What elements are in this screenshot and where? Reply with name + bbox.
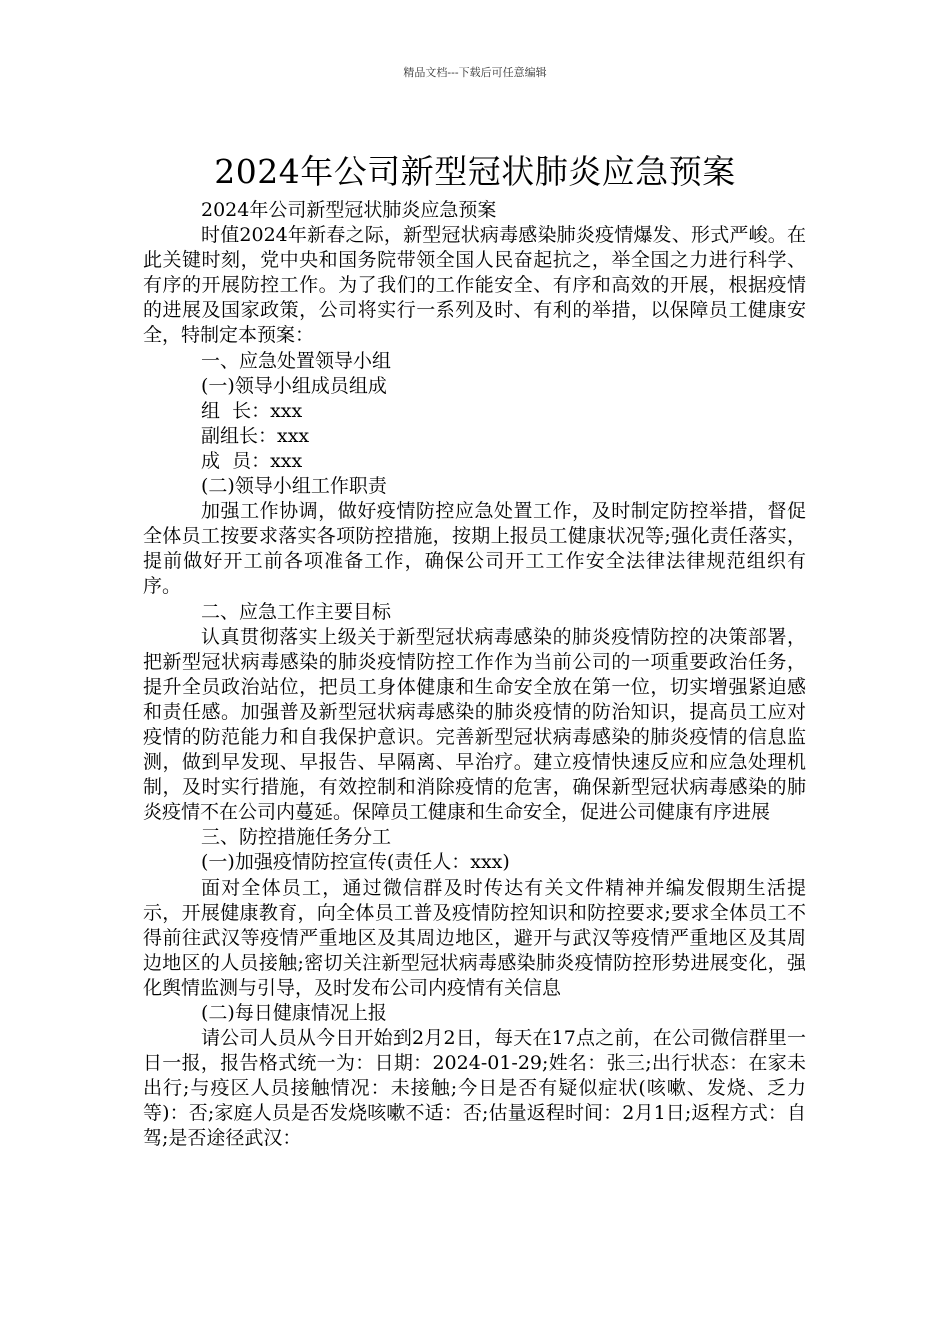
subsection-heading-1-2: (二)领导小组工作职责 (201, 475, 387, 498)
section-heading-2: 二、应急工作主要目标 (201, 600, 392, 623)
members-line: 成 员：xxx (201, 449, 303, 472)
section-heading-3: 三、防控措施任务分工 (201, 826, 392, 849)
subsection-heading-3-1: (一)加强疫情防控宣传(责任人：xxx) (201, 851, 510, 874)
header-note: 精品文档---下载后可任意编辑 (403, 66, 547, 79)
leader-line: 组 长：xxx (201, 399, 303, 422)
subsection-heading-3-2: (二)每日健康情况上报 (201, 1002, 387, 1024)
document-title: 2024年公司新型冠状肺炎应急预案 (214, 152, 736, 192)
duties-paragraph: 加强工作协调，做好疫情防控应急处置工作，及时制定防控举措，督促全体员工按要求落实各项防控措施，按期上报员工健康状况等;强化责任落实，提前做好开工前各项准备工作，确保公司开工工作安全法律法律规范组织有序。 (143, 500, 806, 598)
section-heading-1: 一、应急处置领导小组 (201, 349, 392, 372)
health-report-paragraph: 请公司人员从今日开始到2月2日，每天在17点之前，在公司微信群里一日一报，报告格式统一为：日期：2024-01-29;姓名：张三;出行状态：在家未出行;与疫区人员接触情况：未接触;今日是否有疑似症状(咳嗽、发烧、乏力等)：否;家庭人员是否发烧咳嗽不适：否;估量返程时间：2月1日;返程方式：自驾;是否途径武汉： (143, 1027, 806, 1150)
subtitle-paragraph: 2024年公司新型冠状肺炎应急预案 (201, 199, 497, 221)
publicity-paragraph: 面对全体员工，通过微信群及时传达有关文件精神并编发假期生活提示，开展健康教育，向全体员工普及疫情防控知识和防控要求;要求全体员工不得前往武汉等疫情严重地区及其周边地区，避开与武汉等疫情严重地区及其周边地区的人员接触;密切关注新型冠状病毒感染肺炎疫情防控形势进展变化，强化舆情监测与引导，及时发布公司内疫情有关信息 (143, 876, 806, 999)
document-body (143, 198, 806, 1152)
subsection-heading-1-1: (一)领导小组成员组成 (201, 374, 387, 397)
deputy-leader-line: 副组长：xxx (201, 424, 310, 447)
intro-paragraph: 时值2024年新春之际，新型冠状病毒感染肺炎疫情爆发、形式严峻。在此关键时刻，党中央和国务院带领全国人民奋起抗之，举全国之力进行科学、有序的开展防控工作。为了我们的工作能安全、有序和高效的开展，根据疫情的进展及国家政策，公司将实行一系列及时、有利的举措，以保障员工健康安全，特制定本预案： (143, 224, 806, 347)
goals-paragraph: 认真贯彻落实上级关于新型冠状病毒感染的肺炎疫情防控的决策部署，把新型冠状病毒感染的肺炎疫情防控工作作为当前公司的一项重要政治任务，提升全员政治站位，把员工身体健康和生命安全放在第一位，切实增强紧迫感和责任感。加强普及新型冠状病毒感染的肺炎疫情的防治知识，提高员工应对疫情的防范能力和自我保护意识。完善新型冠状病毒感染的肺炎疫情的信息监测，做到早发现、早报告、早隔离、早治疗。建立疫情快速反应和应急处理机制，及时实行措施，有效控制和消除疫情的危害，确保新型冠状病毒感染的肺炎疫情不在公司内蔓延。保障员工健康和生命安全，促进公司健康有序进展 (143, 625, 806, 824)
